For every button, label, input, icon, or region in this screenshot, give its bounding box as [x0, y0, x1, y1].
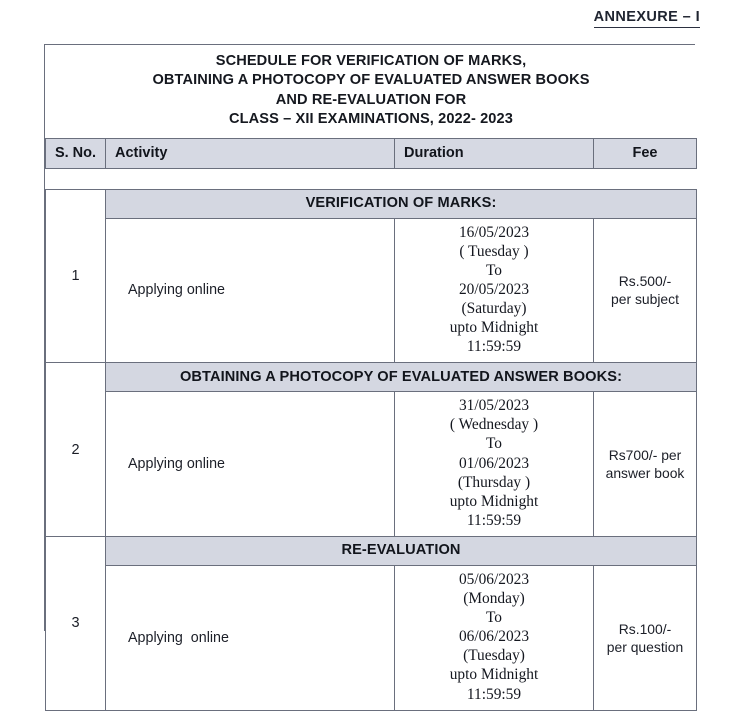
section-duration-2: [395, 392, 594, 537]
duration-line: (Monday): [463, 590, 525, 608]
fee-line: Rs700/- per: [608, 447, 682, 464]
duration-line: 31/05/2023: [458, 397, 530, 415]
section-activity-1: Applying online: [106, 218, 395, 363]
column-header-activity: Activity: [106, 138, 395, 168]
column-header-sno: S. No.: [46, 138, 106, 168]
duration-line: upto Midnight: [449, 319, 539, 337]
duration-line: To: [485, 435, 503, 453]
section-band-1: VERIFICATION OF MARKS:: [106, 189, 697, 218]
duration-line: (Saturday): [461, 300, 527, 317]
section-sno-1: 1: [46, 189, 106, 363]
section-sno-2: 2: [46, 363, 106, 537]
fee-line: Rs.500/-: [618, 273, 672, 290]
section-fee-1: [594, 218, 697, 363]
section-fee-3: [594, 565, 697, 710]
table-title-cell: [46, 45, 697, 138]
section-sno-3: 3: [46, 536, 106, 710]
section-band-2: OBTAINING A PHOTOCOPY OF EVALUATED ANSWER BOOKS:: [106, 363, 697, 392]
section-band-row-3: [46, 536, 697, 565]
fee-line: per question: [606, 638, 684, 655]
schedule-table: [45, 45, 697, 711]
duration-line: 16/05/2023: [458, 223, 530, 241]
duration-line: To: [485, 609, 503, 627]
table-title-row: [46, 45, 697, 138]
duration-line: (Tuesday): [463, 647, 525, 665]
duration-line: ( Tuesday ): [459, 242, 529, 260]
duration-line: upto Midnight: [449, 666, 539, 684]
section-band-row-1: [46, 189, 697, 218]
section-band-3: RE-EVALUATION: [106, 536, 697, 565]
fee-line: per subject: [611, 291, 679, 308]
duration-line: 11:59:59: [466, 511, 522, 529]
duration-line: 01/06/2023: [458, 454, 530, 472]
title-line-3: AND RE-EVALUATION FOR: [275, 91, 467, 108]
section-fee-2: [594, 392, 697, 537]
section-body-row-1: [46, 218, 697, 363]
duration-line: 05/06/2023: [458, 570, 530, 588]
fee-line: Rs.100/-: [618, 620, 672, 637]
spacer-row: [46, 168, 697, 189]
duration-line: ( Wednesday ): [449, 416, 539, 434]
section-activity-3: Applying online: [106, 565, 395, 710]
section-band-row-2: [46, 363, 697, 392]
spacer-cell: [46, 168, 697, 189]
title-line-1: SCHEDULE FOR VERIFICATION OF MARKS,: [215, 53, 527, 69]
duration-line: 11:59:59: [466, 338, 522, 356]
duration-line: 06/06/2023: [458, 628, 530, 646]
column-header-row: [46, 138, 697, 168]
duration-line: upto Midnight: [449, 492, 539, 510]
duration-line: (Thursday ): [457, 473, 531, 491]
section-duration-1: [395, 218, 594, 363]
schedule-table-container: [44, 44, 695, 703]
column-header-fee: Fee: [594, 138, 697, 168]
duration-line: 11:59:59: [466, 685, 522, 703]
section-body-row-2: [46, 392, 697, 537]
duration-line: To: [485, 261, 503, 279]
fee-line: answer book: [605, 465, 685, 482]
annexure-label: ANNEXURE – I: [594, 9, 700, 28]
section-duration-3: [395, 565, 594, 710]
title-line-4: CLASS – XII EXAMINATIONS, 2022- 2023: [229, 111, 513, 128]
column-header-duration: Duration: [395, 138, 594, 168]
section-body-row-3: [46, 565, 697, 710]
section-activity-2: Applying online: [106, 392, 395, 537]
duration-line: 20/05/2023: [458, 280, 530, 298]
title-line-2: OBTAINING A PHOTOCOPY OF EVALUATED ANSWER BOOKS: [152, 72, 590, 89]
